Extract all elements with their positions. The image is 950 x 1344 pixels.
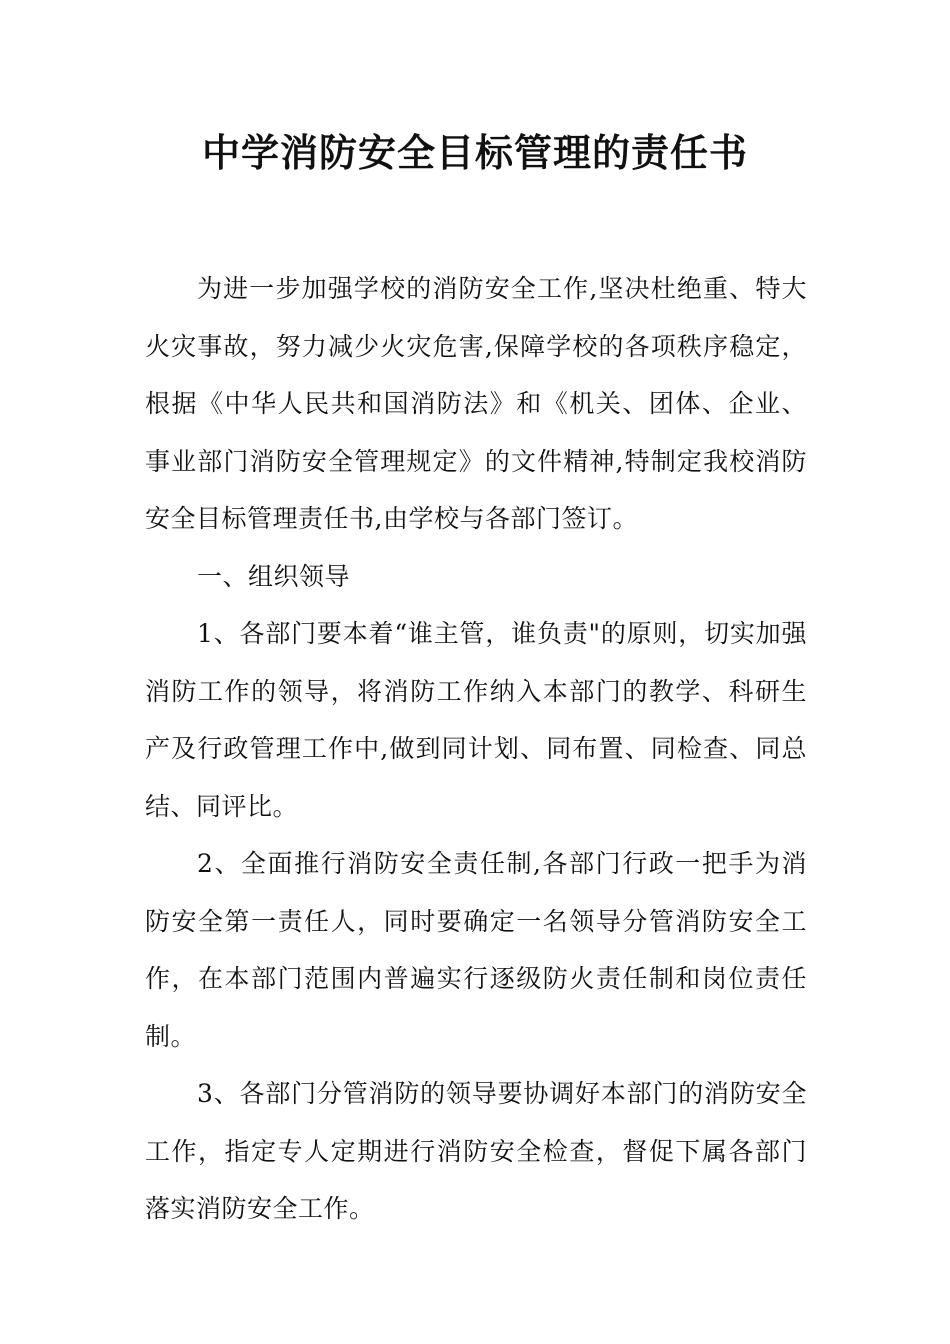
paragraph-item-1: 1、各部门要本着“谁主管，谁负责"的原则，切实加强消防工作的领导，将消防工作纳入本部门的教学、科研生产及行政管理工作中,做到同计划、同布置、同检查、同总结、同评比。 — [145, 619, 807, 821]
section-heading-organization: 一、组织领导 — [197, 561, 351, 591]
paragraph-intro: 为进一步加强学校的消防安全工作,坚决杜绝重、特大火灾事故，努力减少火灾危害,保障学校的各项秩序稳定，根据《中华人民共和国消防法》和《机关、团体、企业、事业部门消防安全管理规定》的文件精神,特制定我校消防安全目标管理责任书,由学校与各部门签订。 — [145, 274, 807, 533]
paragraph-item-3: 3、各部门分管消防的领导要协调好本部门的消防安全工作，指定专人定期进行消防安全检查，督促下属各部门落实消防安全工作。 — [145, 1079, 807, 1223]
paragraph-item-2: 2、全面推行消防安全责任制,各部门行政一把手为消防安全第一责任人，同时要确定一名领导分管消防安全工作，在本部门范围内普遍实行逐级防火责任制和岗位责任制。 — [145, 849, 807, 1051]
document-title: 中学消防安全目标管理的责任书 — [201, 130, 748, 175]
document-body — [145, 260, 807, 1238]
